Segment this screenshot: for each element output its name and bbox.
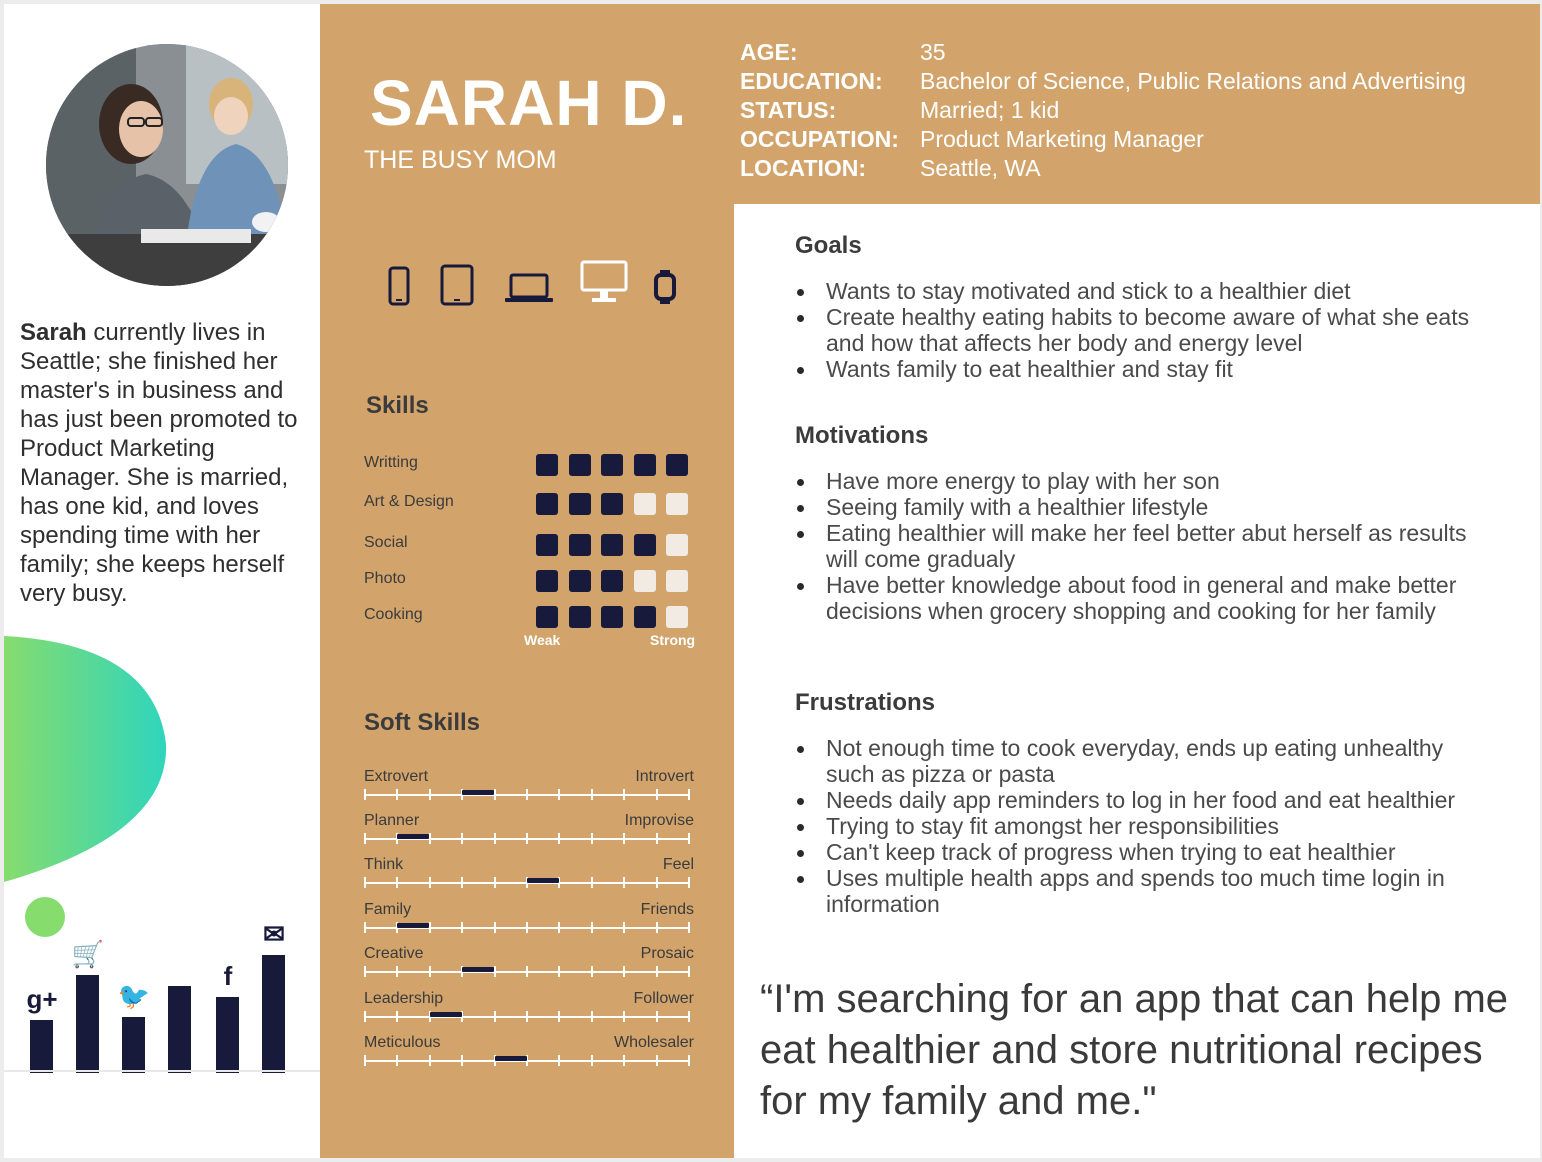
soft-skill-marker	[397, 923, 429, 928]
skill-level-square	[634, 534, 656, 556]
laptop-icon	[504, 272, 554, 304]
scale-tick	[494, 833, 496, 844]
soft-skill-row	[364, 901, 694, 941]
social-bar	[76, 975, 99, 1073]
skills-title: Skills	[366, 392, 429, 419]
decorative-blob	[4, 634, 174, 884]
skill-level-square	[536, 493, 558, 515]
scale-tick	[656, 1055, 658, 1066]
scale-tick	[623, 877, 625, 888]
skill-label: Art & Design	[364, 493, 454, 510]
skill-level-square	[601, 454, 623, 476]
scale-tick	[688, 922, 690, 933]
scale-tick	[396, 789, 398, 800]
scale-tick	[688, 833, 690, 844]
skill-level-square	[634, 606, 656, 628]
info-row-status	[740, 96, 1466, 125]
skill-level-square	[569, 454, 591, 476]
scale-tick	[461, 922, 463, 933]
soft-skill-left-label: Planner	[364, 812, 420, 829]
scale-tick	[591, 966, 593, 977]
info-key: AGE:	[740, 39, 798, 65]
goals-title: Goals	[795, 232, 862, 259]
facebook-icon: f	[223, 961, 233, 991]
skill-level-square	[634, 493, 656, 515]
social-bar	[122, 1017, 145, 1073]
soft-skill-left-label: Leadership	[364, 990, 444, 1007]
scale-tick	[494, 1011, 496, 1022]
soft-skill-marker	[462, 790, 494, 795]
skill-level-square	[601, 570, 623, 592]
list-item: Uses multiple health apps and spends too much time login in information	[795, 865, 1475, 917]
scale-tick	[558, 789, 560, 800]
scale-tick	[429, 922, 431, 933]
soft-skill-row	[364, 856, 694, 896]
scale-tick	[396, 966, 398, 977]
google-plus-icon: g+	[26, 984, 58, 1014]
scale-tick	[656, 1011, 658, 1022]
scale-tick	[656, 789, 658, 800]
scale-tick	[558, 1055, 560, 1066]
scale-tick	[526, 966, 528, 977]
scale-tick	[364, 1055, 366, 1066]
soft-skill-marker	[397, 834, 429, 839]
list-item: Needs daily app reminders to log in her food and eat healthier	[795, 787, 1475, 813]
scale-tick	[526, 789, 528, 800]
soft-skill-right-label: Follower	[633, 990, 694, 1007]
info-row-occupation	[740, 125, 1466, 154]
list-item: Trying to stay fit amongst her responsibilities	[795, 813, 1475, 839]
frustrations-list	[795, 735, 1475, 917]
skill-row	[364, 534, 704, 558]
scale-tick	[429, 966, 431, 977]
scale-tick	[429, 1055, 431, 1066]
scale-tick	[688, 966, 690, 977]
skill-level-square	[666, 606, 688, 628]
social-bar	[30, 1020, 53, 1073]
scale-tick	[396, 877, 398, 888]
scale-tick	[656, 966, 658, 977]
scale-tick	[558, 922, 560, 933]
scale-tick	[688, 877, 690, 888]
soft-skill-right-label: Introvert	[635, 768, 694, 785]
goals-list	[795, 278, 1475, 382]
info-key: LOCATION:	[740, 155, 867, 181]
skill-level-square	[634, 454, 656, 476]
soft-skill-row	[364, 945, 694, 985]
soft-skill-marker	[462, 967, 494, 972]
skill-level-square	[666, 493, 688, 515]
list-item: Wants family to eat healthier and stay fit	[795, 356, 1475, 382]
social-bar	[216, 997, 239, 1073]
info-value: Bachelor of Science, Public Relations and Advertising	[920, 68, 1466, 94]
skill-label: Social	[364, 534, 408, 551]
scale-tick	[623, 789, 625, 800]
scale-tick	[656, 877, 658, 888]
scale-tick	[494, 922, 496, 933]
skill-row	[364, 606, 704, 630]
soft-skill-row	[364, 812, 694, 852]
soft-skill-right-label: Prosaic	[640, 945, 694, 962]
list-item: Have more energy to play with her son	[795, 468, 1475, 494]
persona-name: SARAH D.	[370, 67, 688, 139]
info-row-education	[740, 67, 1466, 96]
scale-tick	[526, 833, 528, 844]
scale-tick	[526, 922, 528, 933]
scale-tick	[623, 833, 625, 844]
skill-level-square	[666, 534, 688, 556]
skill-label: Writting	[364, 454, 418, 471]
soft-skill-marker	[527, 878, 559, 883]
soft-skill-right-label: Friends	[640, 901, 694, 918]
skill-row	[364, 454, 704, 478]
soft-skill-left-label: Family	[364, 901, 412, 918]
list-item: Eating healthier will make her feel better abut herself as results will come gradualy	[795, 520, 1475, 572]
skill-level-square	[569, 570, 591, 592]
scale-tick	[494, 877, 496, 888]
scale-tick	[429, 789, 431, 800]
skill-level-square	[569, 606, 591, 628]
frustrations-title: Frustrations	[795, 689, 936, 716]
email-icon: ✉	[263, 919, 285, 949]
scale-tick	[591, 789, 593, 800]
soft-skill-left-label: Creative	[364, 945, 424, 962]
bio-description: currently lives in Seattle; she finished her master's in business and has just been promoted to Product Marketing Manager. She is married, has one kid, and loves spending time with her family; she keeps herself very busy.	[20, 319, 298, 607]
scale-tick	[591, 877, 593, 888]
list-item: Wants to stay motivated and stick to a healthier diet	[795, 278, 1475, 304]
info-value: Product Marketing Manager	[920, 126, 1204, 152]
scale-tick	[623, 1055, 625, 1066]
skill-label: Photo	[364, 570, 406, 587]
bio-name: Sarah	[20, 319, 87, 346]
tablet-icon	[440, 264, 474, 306]
social-bar	[262, 955, 285, 1073]
list-item: Create healthy eating habits to become aware of what she eats and how that affects her body and energy level	[795, 304, 1475, 356]
desktop-icon	[580, 260, 628, 304]
info-row-location	[740, 154, 1466, 183]
persona-page	[4, 4, 1540, 1158]
scale-tick	[656, 833, 658, 844]
divider	[4, 1070, 320, 1072]
motivations-list	[795, 468, 1475, 624]
scale-tick	[429, 833, 431, 844]
scale-tick	[364, 833, 366, 844]
skill-level-square	[601, 493, 623, 515]
skill-level-square	[601, 606, 623, 628]
skill-row	[364, 570, 704, 594]
soft-skill-row	[364, 990, 694, 1030]
scale-tick	[688, 1055, 690, 1066]
scale-tick	[558, 966, 560, 977]
soft-skill-left-label: Extrovert	[364, 768, 429, 785]
phone-icon	[388, 266, 410, 306]
info-key: STATUS:	[740, 97, 837, 123]
scale-tick	[623, 1011, 625, 1022]
motivations-title: Motivations	[795, 422, 929, 449]
smartwatch-icon	[654, 270, 676, 304]
avatar	[46, 44, 288, 286]
info-key: OCCUPATION:	[740, 126, 899, 152]
skill-level-square	[536, 570, 558, 592]
skill-level-square	[666, 454, 688, 476]
social-bar	[168, 986, 191, 1073]
weak-label: Weak	[524, 632, 561, 648]
scale-tick	[461, 833, 463, 844]
soft-skills-title: Soft Skills	[364, 709, 481, 736]
scale-tick	[396, 1011, 398, 1022]
skill-level-square	[536, 454, 558, 476]
soft-skill-marker	[495, 1056, 527, 1061]
twitter-icon: 🐦	[117, 981, 151, 1011]
scale-tick	[364, 966, 366, 977]
soft-skill-right-label: Feel	[662, 856, 694, 873]
scale-tick	[364, 1011, 366, 1022]
skill-level-square	[601, 534, 623, 556]
scale-tick	[429, 877, 431, 888]
skill-level-square	[634, 570, 656, 592]
scale-tick	[396, 1055, 398, 1066]
soft-skill-marker	[430, 1012, 462, 1017]
info-table	[740, 38, 1466, 183]
scale-tick	[364, 877, 366, 888]
soft-skill-row	[364, 1034, 694, 1074]
skill-level-square	[569, 534, 591, 556]
shopping-cart-icon: 🛒	[71, 939, 105, 969]
scale-tick	[688, 1011, 690, 1022]
persona-subtitle: THE BUSY MOM	[364, 146, 557, 174]
list-item: Have better knowledge about food in general and make better decisions when grocery shopping and cooking for her family	[795, 572, 1475, 624]
soft-skill-row	[364, 768, 694, 808]
list-item: Not enough time to cook everyday, ends up eating unhealthy such as pizza or pasta	[795, 735, 1475, 787]
decorative-dot	[25, 897, 65, 937]
scale-tick	[591, 922, 593, 933]
info-value: Married; 1 kid	[920, 97, 1060, 123]
info-value: 35	[920, 39, 946, 65]
scale-tick	[688, 789, 690, 800]
skill-level-square	[666, 570, 688, 592]
soft-skill-right-label: Wholesaler	[613, 1034, 694, 1051]
skill-level-square	[536, 534, 558, 556]
info-value: Seattle, WA	[920, 155, 1041, 181]
info-row-age	[740, 38, 1466, 67]
list-item: Can't keep track of progress when trying to eat healthier	[795, 839, 1475, 865]
bio-text	[20, 318, 316, 608]
scale-tick	[591, 1011, 593, 1022]
persona-quote: “I'm searching for an app that can help me eat healthier and store nutritional recipes for my family and me."	[760, 977, 1509, 1123]
scale-tick	[364, 922, 366, 933]
scale-tick	[461, 877, 463, 888]
soft-skill-left-label: Think	[364, 856, 404, 873]
soft-skill-left-label: Meticulous	[364, 1034, 441, 1051]
scale-tick	[558, 1011, 560, 1022]
device-icons	[384, 260, 684, 310]
scale-tick	[558, 833, 560, 844]
scale-tick	[461, 1055, 463, 1066]
scale-tick	[526, 1011, 528, 1022]
scale-tick	[591, 833, 593, 844]
list-item: Seeing family with a healthier lifestyle	[795, 494, 1475, 520]
scale-tick	[591, 1055, 593, 1066]
skill-label: Cooking	[364, 606, 423, 623]
strong-label: Strong	[650, 632, 696, 648]
skill-level-square	[569, 493, 591, 515]
scale-tick	[623, 966, 625, 977]
skill-row	[364, 493, 704, 517]
scale-tick	[623, 922, 625, 933]
scale-tick	[364, 789, 366, 800]
skill-level-square	[536, 606, 558, 628]
info-key: EDUCATION:	[740, 68, 883, 94]
scale-tick	[656, 922, 658, 933]
soft-skill-right-label: Improvise	[624, 812, 694, 829]
